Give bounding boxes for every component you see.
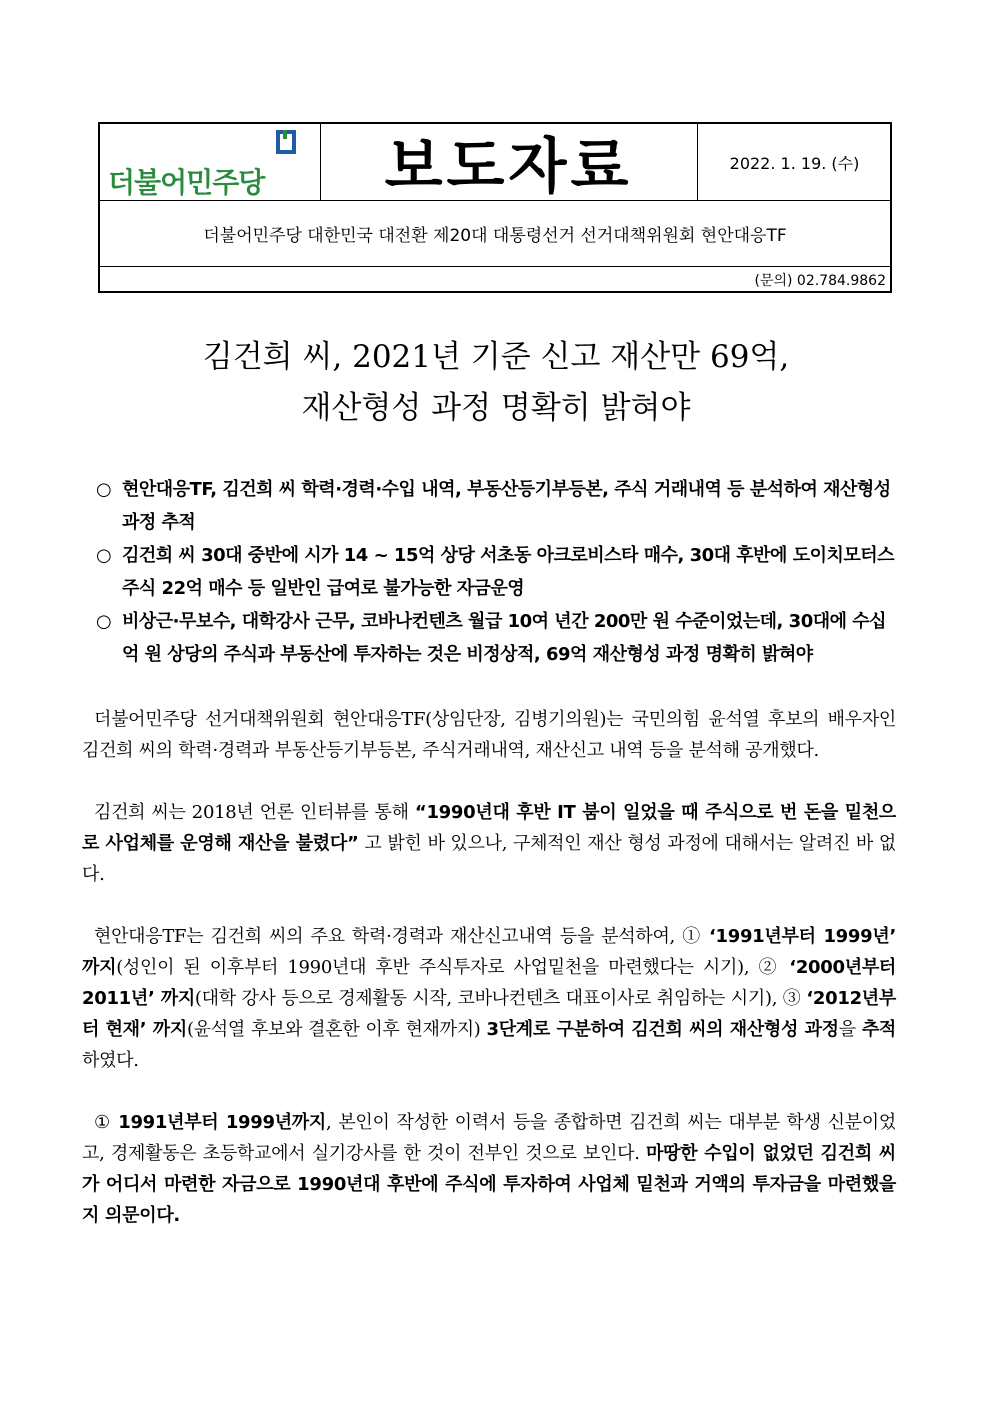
party-logo-mark-icon bbox=[276, 130, 298, 158]
press-release-header bbox=[98, 122, 892, 293]
organization-name: 더불어민주당 대한민국 대전환 제20대 대통령선거 선거대책위원회 현안대응TF bbox=[100, 200, 890, 267]
paragraph-text: 을 bbox=[838, 1019, 862, 1040]
summary-bullet bbox=[96, 473, 896, 539]
headline-line-2: 재산형성 과정 명확히 밝혀야 bbox=[301, 390, 691, 426]
period-2-label: ‘2000년부터 2011년’ 까지 bbox=[82, 957, 896, 1009]
summary-bullets bbox=[96, 473, 896, 671]
paragraph-text: , 본인이 작성한 이력서 등을 종합하면 김건희 씨는 대부분 학생 신분이었고, 경제활동은 초등학교에서 실기강사를 한 것이 전부인 것으로 보인다. bbox=[82, 1112, 896, 1164]
emphasis-text: 마땅한 수입이 없었던 김건희 씨가 어디서 마련한 자금으로 1990년대 후반에 주식에 투자하여 사업체 밑천과 거액의 투자금을 마련했을지 의문이다. bbox=[82, 1143, 896, 1226]
paragraph-text: (윤석열 후보와 결혼한 이후 현재까지) bbox=[186, 1019, 487, 1040]
paragraph-text: ① bbox=[94, 1112, 119, 1133]
paragraph-text: (대학 강사 등으로 경제활동 시작, 코바나컨텐츠 대표이사로 취임하는 시기), ③ bbox=[194, 988, 807, 1009]
period-1-heading: 1991년부터 1999년까지 bbox=[118, 1112, 326, 1133]
body-paragraph-1 bbox=[82, 704, 896, 766]
contact-number: (문의) 02.784.9862 bbox=[754, 272, 886, 289]
circle-bullet-icon: ○ bbox=[96, 479, 112, 500]
headline-line-1: 김건희 씨, 2021년 기준 신고 재산만 69억, bbox=[202, 339, 790, 375]
paragraph-text: 더불어민주당 선거대책위원회 현안대응TF(상임단장, 김병기의원)는 국민의힘 윤석열 후보의 배우자인 김건희 씨의 학력·경력과 부동산등기부등본, 주식거래내역, 재산신고 내역 등을 분석해 공개했다. bbox=[82, 709, 896, 761]
paragraph-text: 현안대응TF는 김건희 씨의 주요 학력·경력과 재산신고내역 등을 분석하여, ① bbox=[94, 926, 709, 947]
circle-bullet-icon: ○ bbox=[96, 611, 112, 632]
summary-bullet-text: 비상근·무보수, 대학강사 근무, 코바나컨텐츠 월급 10여 년간 200만 원 수준이었는데, 30대에 수십억 원 상당의 주식과 부동산에 투자하는 것은 비정상적, 69억 재산형성 과정 명확히 밝혀야 bbox=[122, 611, 887, 665]
summary-bullet bbox=[96, 605, 896, 671]
article-body bbox=[82, 704, 896, 1262]
press-release-title-cell bbox=[320, 124, 698, 200]
body-paragraph-3 bbox=[82, 921, 896, 1076]
paragraph-text: (성인이 된 이후부터 1990년대 후반 주식투자로 사업밑천을 마련했다는 시기), ② bbox=[116, 957, 790, 978]
body-paragraph-4 bbox=[82, 1107, 896, 1231]
circle-bullet-icon: ○ bbox=[96, 545, 112, 566]
emphasis-text: 3단계로 구분하여 김건희 씨의 재산형성 과정 bbox=[486, 1019, 839, 1040]
release-date: 2022. 1. 19. (수) bbox=[729, 153, 860, 173]
header-top-row bbox=[100, 124, 890, 201]
paragraph-text: 고 밝힌 바 있으나, 구체적인 재산 형성 과정에 대해서는 알려진 바 없다. bbox=[82, 833, 896, 885]
period-1-label: ‘1991년부터 1999년’ 까지 bbox=[82, 926, 896, 978]
body-paragraph-2 bbox=[82, 797, 896, 890]
paragraph-text: 하였다. bbox=[82, 1050, 139, 1071]
summary-bullet-text: 현안대응TF, 김건희 씨 학력·경력·수입 내역, 부동산등기부등본, 주식 거래내역 등 분석하여 재산형성과정 추적 bbox=[122, 479, 891, 533]
party-logo-text: 더불어민주당 bbox=[108, 166, 265, 199]
party-logo bbox=[100, 124, 321, 200]
summary-bullet bbox=[96, 539, 896, 605]
paragraph-text: 김건희 씨는 2018년 언론 인터뷰를 통해 bbox=[94, 802, 415, 823]
headline bbox=[60, 332, 932, 434]
emphasis-text: 추적 bbox=[861, 1019, 896, 1040]
quote-text: “1990년대 후반 IT 붐이 일었을 때 주식으로 번 돈을 밑천으로 사업체를 운영해 재산을 불렸다” bbox=[82, 802, 896, 854]
summary-bullet-text: 김건희 씨 30대 중반에 시가 14 ~ 15억 상당 서초동 아크로비스타 매수, 30대 후반에 도이치모터스 주식 22억 매수 등 일반인 급여로 불가능한 자금운영 bbox=[122, 545, 895, 599]
period-3-label: ‘2012년부터 현재’ 까지 bbox=[82, 988, 896, 1040]
press-release-title: 보도자료 bbox=[384, 132, 633, 202]
